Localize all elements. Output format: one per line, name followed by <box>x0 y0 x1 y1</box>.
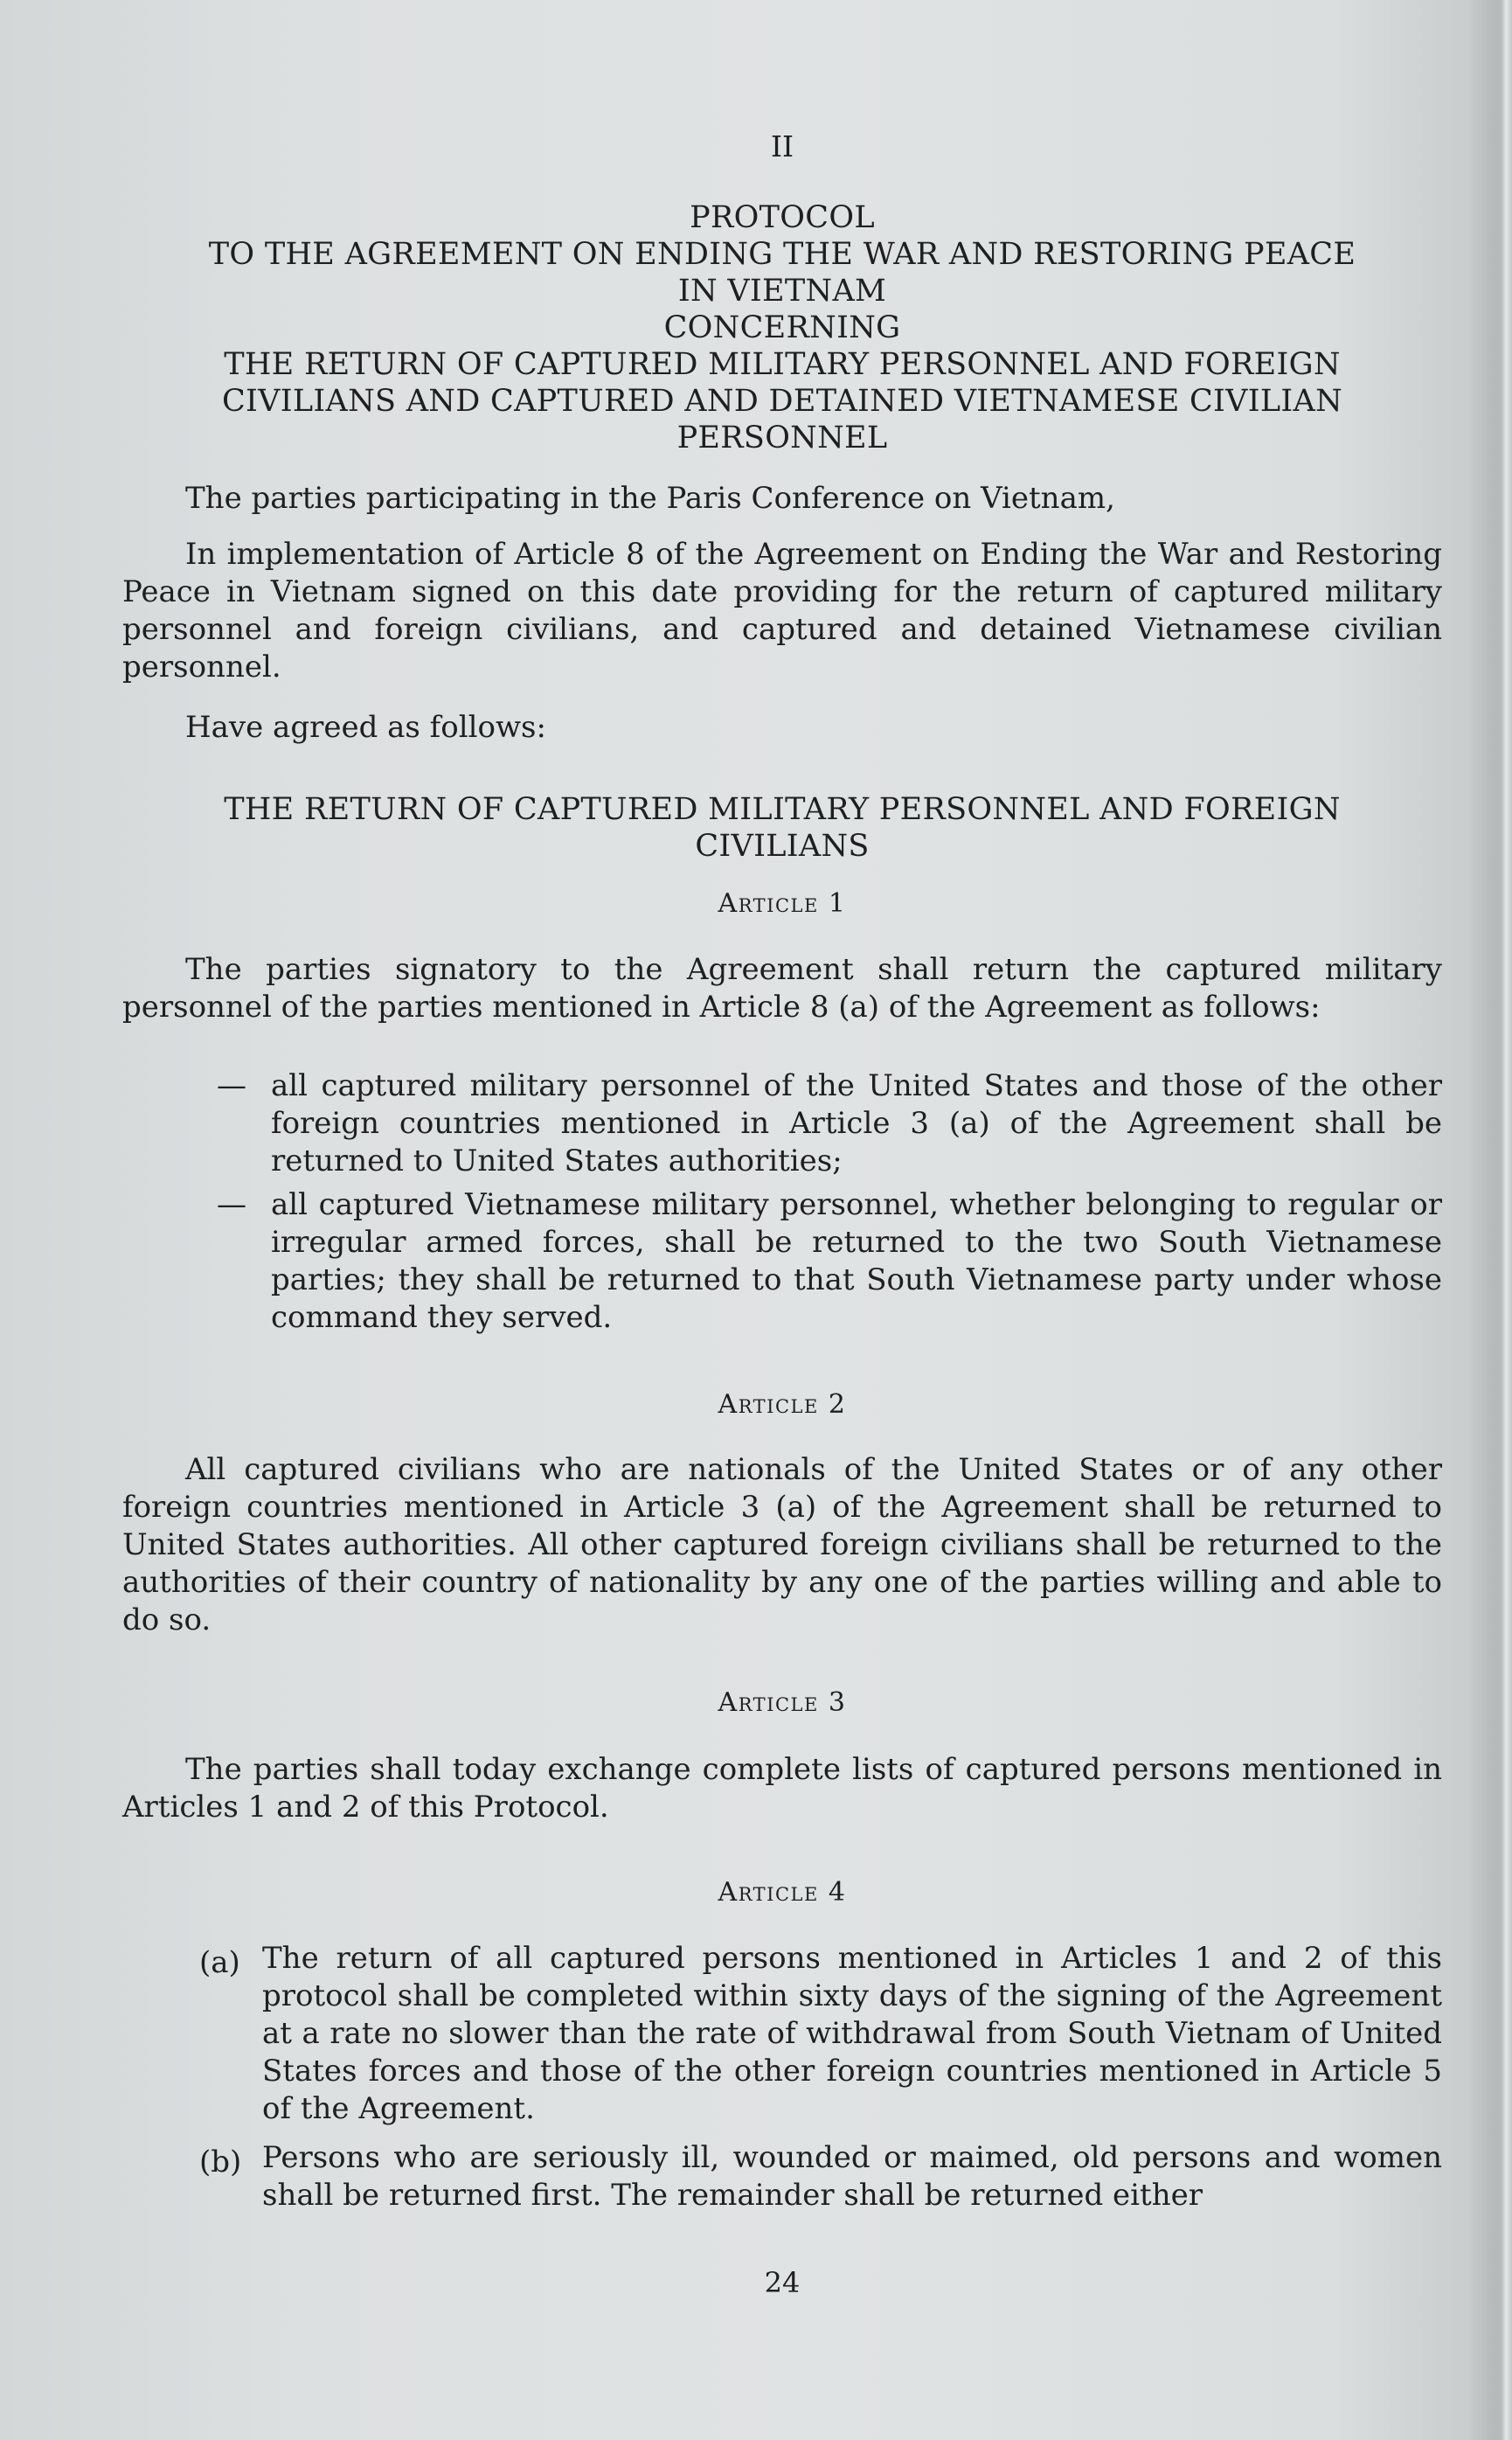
article-4-heading: Article 4 <box>718 1877 847 1908</box>
article-1-intro: The parties signatory to the Agreement shall return the captured military personnel of the parties mentioned in Article 8 (a) of the Agreement as follows: <box>122 952 1442 1025</box>
dash-marker: — <box>217 1187 246 1222</box>
article-1-item-text: all captured Vietnamese military personnel, whether belonging to regular or irregular armed forces, shall be returned to the two South Vietnamese parties; they shall be returned to that South Vietnamese party under whose command they served. <box>271 1187 1442 1335</box>
page-edge-shadow <box>1493 0 1512 2440</box>
article-2-text: All captured civilians who are nationals of the United States or of any other foreign countries mentioned in Article 3 (a) of the Agreement shall be returned to United States authorities. All other captured foreign civilians shall be returned to the authorities of their country of nationality by any one of the parties willing and able to do so. <box>122 1452 1442 1637</box>
article-3-heading: Article 3 <box>718 1687 847 1718</box>
page-content <box>122 0 1442 2440</box>
section-heading <box>122 791 1442 865</box>
title-line: PROTOCOL <box>690 200 875 235</box>
item-letter-marker: (a) <box>199 1945 240 1980</box>
section-roman-numeral: II <box>770 129 794 163</box>
preamble-agreed: Have agreed as follows: <box>185 710 546 745</box>
title-line: THE RETURN OF CAPTURED MILITARY PERSONNEL AND FOREIGN <box>224 347 1341 382</box>
title-line: TO THE AGREEMENT ON ENDING THE WAR AND RESTORING PEACE <box>208 237 1356 272</box>
title-line: CONCERNING <box>663 310 901 345</box>
item-letter-marker: (b) <box>199 2145 242 2179</box>
title-line: PERSONNEL <box>676 421 888 455</box>
article-4-item-text: Persons who are seriously ill, wounded or maimed, old persons and women shall be returned first. The remainder shall be returned either <box>262 2140 1442 2213</box>
protocol-title <box>122 199 1442 456</box>
article-4-item <box>199 2139 1442 2214</box>
article-3-text: The parties shall today exchange complete lists of captured persons mentioned in Articles 1 and 2 of this Protocol. <box>122 1752 1442 1825</box>
title-line: CIVILIANS AND CAPTURED AND DETAINED VIETNAMESE CIVILIAN <box>221 384 1343 419</box>
article-1-item <box>217 1067 1442 1180</box>
section-heading-line: THE RETURN OF CAPTURED MILITARY PERSONNEL AND FOREIGN <box>224 792 1341 827</box>
article-4-item-text: The return of all captured persons mentioned in Articles 1 and 2 of this protocol shall be completed within sixty days of the signing of the Agreement at a rate no slower than the rate of withdrawal from South Vietnam of United States forces and those of the other foreign countries mentioned in Article 5 of the Agreement. <box>262 1941 1442 2126</box>
title-line: IN VIETNAM <box>677 274 887 309</box>
dash-marker: — <box>217 1068 246 1103</box>
article-1-item-text: all captured military personnel of the United States and those of the other foreign countries mentioned in Article 3 (a) of the Agreement shall be returned to United States authorities; <box>271 1068 1442 1178</box>
preamble-implementation: In implementation of Article 8 of the Agreement on Ending the War and Restoring Peace in Vietnam signed on this date providing for the return of captured military personnel and foreign civilians, and captured and detained Vietnamese civilian personnel. <box>122 537 1442 685</box>
article-1-heading: Article 1 <box>718 888 847 919</box>
page-number: 24 <box>764 2266 801 2299</box>
section-heading-line: CIVILIANS <box>695 829 870 864</box>
preamble-parties: The parties participating in the Paris Conference on Vietnam, <box>185 481 1115 516</box>
article-1-item <box>217 1186 1442 1337</box>
article-2-heading: Article 2 <box>718 1389 847 1420</box>
article-4-item <box>199 1940 1442 2128</box>
